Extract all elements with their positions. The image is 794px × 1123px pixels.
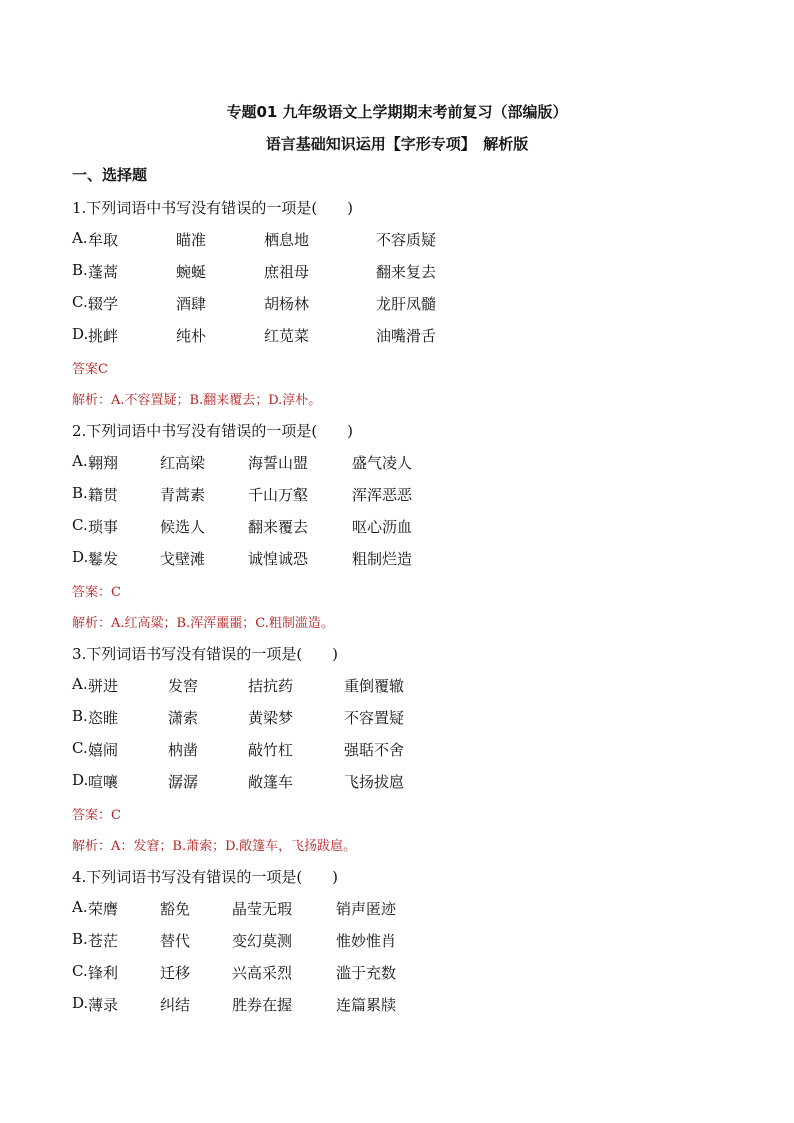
option-word: 辍学 <box>88 295 119 313</box>
option-word: 强聒不舍 <box>344 741 405 759</box>
option-label: B. <box>72 484 88 502</box>
question-1-analysis: 解析：A.不容置疑；B.翻来覆去；D.淳朴。 <box>72 393 322 408</box>
option-word: 喧嚷 <box>88 773 119 791</box>
option-word: 迁移 <box>160 964 191 982</box>
option-word: 翻来复去 <box>376 263 437 281</box>
option-word: 蜿蜒 <box>176 263 207 281</box>
question-1-answer: 答案C <box>72 362 108 377</box>
option-word: 诚惶诚恐 <box>248 550 309 568</box>
question-2-answer: 答案：C <box>72 585 121 600</box>
question-2-analysis: 解析：A.红高粱；B.浑浑噩噩；C.粗制滥造。 <box>72 616 334 631</box>
option-word: 不容质疑 <box>376 231 437 249</box>
question-1-stem: 1.下列词语中书写没有错误的一项是( ) <box>72 199 354 217</box>
option-word: 敲竹杠 <box>248 741 294 759</box>
option-word: 盛气凌人 <box>352 454 413 472</box>
option-word: 琐事 <box>88 518 119 536</box>
option-word: 飞扬拔扈 <box>344 773 405 791</box>
question-2-stem: 2.下列词语中书写没有错误的一项是( ) <box>72 422 354 440</box>
option-label: B. <box>72 930 88 948</box>
option-word: 恣睢 <box>88 709 119 727</box>
option-word: 豁免 <box>160 900 191 918</box>
question-3-stem: 3.下列词语书写没有错误的一项是( ) <box>72 645 339 663</box>
option-word: 青蒿素 <box>160 486 206 504</box>
option-label: A. <box>72 229 88 247</box>
option-word: 籍贯 <box>88 486 119 504</box>
option-word: 嬉闹 <box>88 741 119 759</box>
option-word: 红苋菜 <box>264 327 310 345</box>
option-word: 挑衅 <box>88 327 119 345</box>
option-word: 纯朴 <box>176 327 207 345</box>
option-word: 枘凿 <box>168 741 199 759</box>
option-word: 油嘴滑舌 <box>376 327 437 345</box>
option-label: C. <box>72 739 88 757</box>
option-word: 粗制烂造 <box>352 550 413 568</box>
option-word: 牟取 <box>88 231 119 249</box>
doc-title-line2: 语言基础知识运用【字形专项】 解析版 <box>265 135 529 153</box>
option-label: D. <box>72 994 89 1012</box>
option-word: 惟妙惟肖 <box>336 932 397 950</box>
option-word: 胜券在握 <box>232 996 293 1014</box>
option-label: A. <box>72 898 88 916</box>
section-heading: 一、选择题 <box>72 166 148 184</box>
option-label: A. <box>72 452 88 470</box>
option-label: D. <box>72 548 89 566</box>
option-word: 重倒覆辙 <box>344 677 405 695</box>
option-word: 栖息地 <box>264 231 310 249</box>
question-4-stem: 4.下列词语书写没有错误的一项是( ) <box>72 868 339 886</box>
option-word: 连篇累牍 <box>336 996 397 1014</box>
option-word: 翻来覆去 <box>248 518 309 536</box>
option-word: 酒肆 <box>176 295 207 313</box>
doc-title-line1: 专题01 九年级语文上学期期末考前复习（部编版） <box>226 103 568 121</box>
option-word: 敞篷车 <box>248 773 294 791</box>
option-word: 潇索 <box>168 709 199 727</box>
option-word: 鬈发 <box>88 550 119 568</box>
option-label: D. <box>72 325 89 343</box>
question-3-answer: 答案：C <box>72 808 121 823</box>
question-3-analysis: 解析：A：发窘；B.萧索；D.敞篷车，飞扬跋扈。 <box>72 839 357 854</box>
option-label: C. <box>72 962 88 980</box>
option-word: 滥于充数 <box>336 964 397 982</box>
option-word: 潺潺 <box>168 773 199 791</box>
option-word: 蓬蒿 <box>88 263 119 281</box>
option-word: 替代 <box>160 932 191 950</box>
option-label: B. <box>72 261 88 279</box>
option-word: 翱翔 <box>88 454 119 472</box>
option-word: 不容置疑 <box>344 709 405 727</box>
option-word: 销声匿迹 <box>336 900 397 918</box>
option-word: 晶莹无瑕 <box>232 900 293 918</box>
option-word: 龙肝凤髓 <box>376 295 437 313</box>
option-word: 变幻莫测 <box>232 932 293 950</box>
option-label: A. <box>72 675 88 693</box>
option-word: 胡杨林 <box>264 295 310 313</box>
option-word: 呕心沥血 <box>352 518 413 536</box>
option-word: 候选人 <box>160 518 206 536</box>
option-word: 锋利 <box>88 964 119 982</box>
option-word: 荣膺 <box>88 900 119 918</box>
option-word: 浑浑恶恶 <box>352 486 413 504</box>
option-word: 戈壁滩 <box>160 550 206 568</box>
option-word: 瞄准 <box>176 231 207 249</box>
option-label: C. <box>72 516 88 534</box>
option-word: 千山万壑 <box>248 486 309 504</box>
option-word: 红高梁 <box>160 454 206 472</box>
option-word: 苍茫 <box>88 932 119 950</box>
option-word: 兴高采烈 <box>232 964 293 982</box>
option-word: 骈进 <box>88 677 119 695</box>
option-label: B. <box>72 707 88 725</box>
option-word: 纠结 <box>160 996 191 1014</box>
option-word: 发窖 <box>168 677 199 695</box>
option-word: 庶祖母 <box>264 263 310 281</box>
option-word: 黄梁梦 <box>248 709 294 727</box>
option-label: C. <box>72 293 88 311</box>
option-word: 拮抗药 <box>248 677 294 695</box>
option-word: 海誓山盟 <box>248 454 309 472</box>
option-label: D. <box>72 771 89 789</box>
option-word: 薄录 <box>88 996 119 1014</box>
